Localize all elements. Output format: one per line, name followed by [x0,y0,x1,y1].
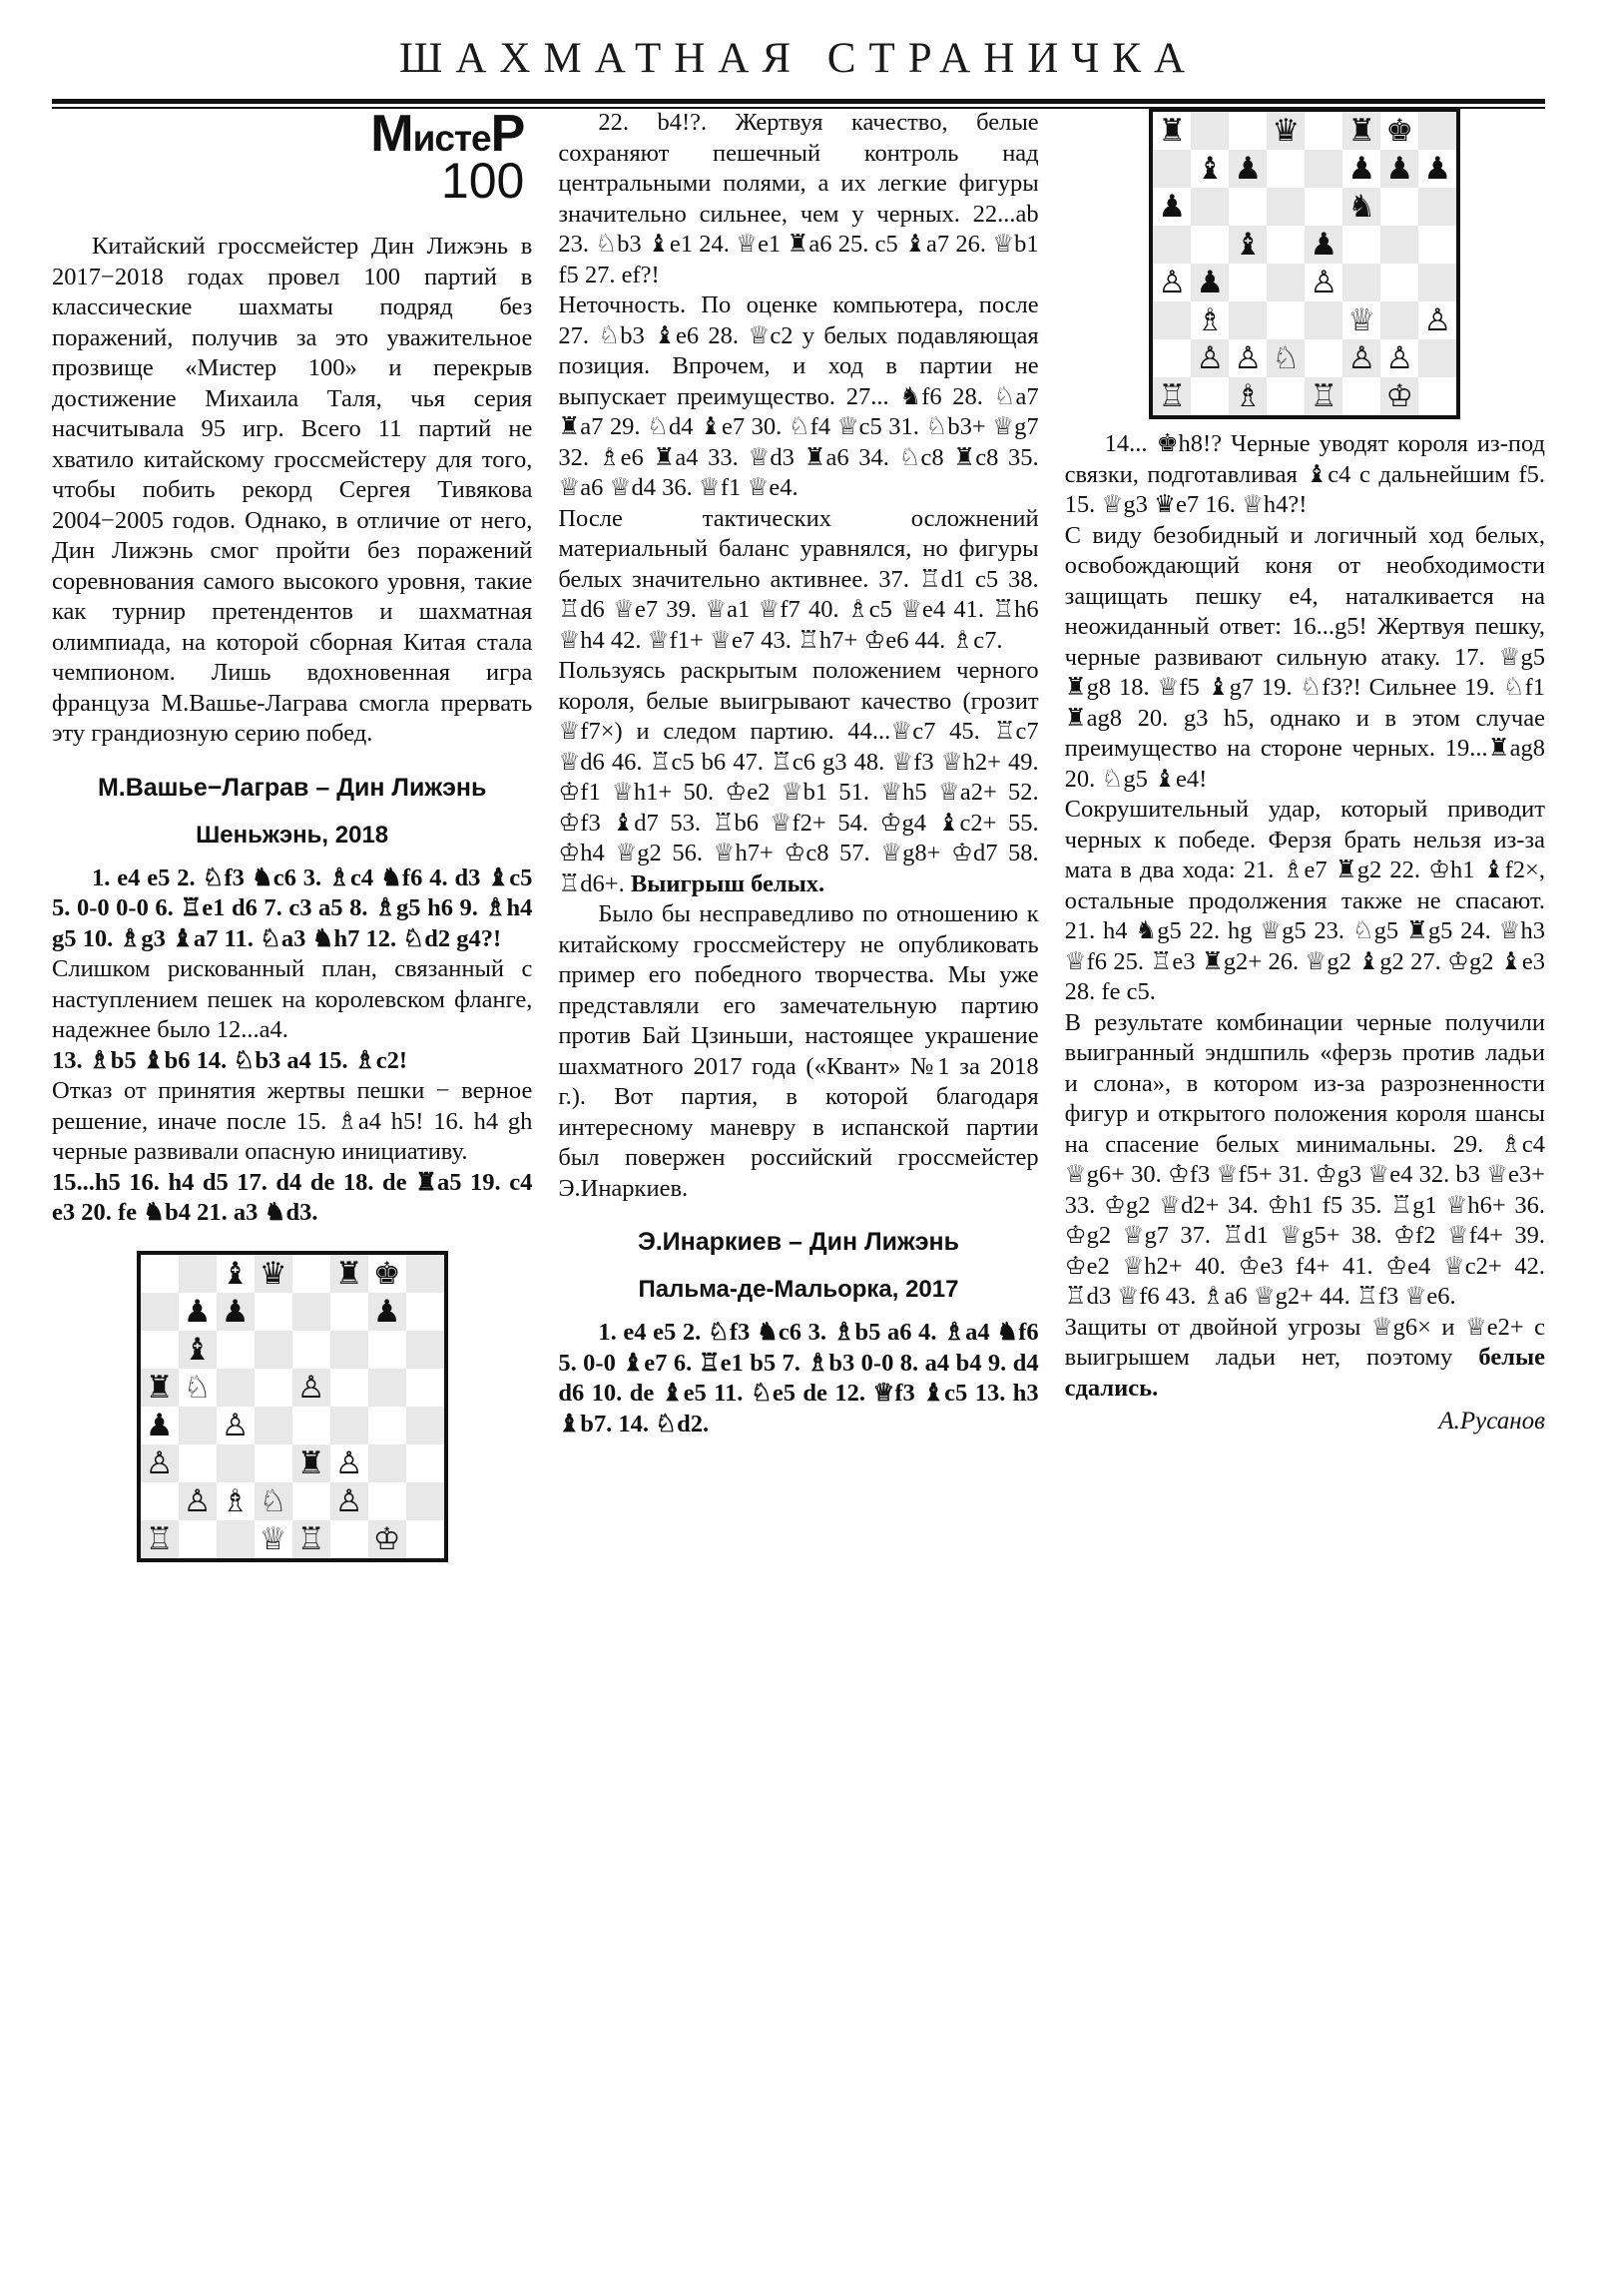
board-square [217,1253,255,1293]
board-square [139,1520,179,1560]
board-square [217,1444,255,1482]
board-square [217,1369,255,1407]
board-square [1305,188,1342,226]
col3-para-3: Сокрушительный удар, который приводит черных к победе. Ферзя брать нельзя из-за мата в два хода: 21. ♗e7 ♜g2 22. ♔h1 ♝f2×, остальные продолжения также не спасают. 21. h4 ♞g5 22. hg ♕g5 23. ♘g5 ♜g5 24. ♕h3 ♕f6 25. ♖e3 ♜g2+ 26. ♕g2 ♝g2 27. ♔g2 ♝e3 28. fe c5. [1064,796,1545,1005]
board-square [139,1253,179,1293]
board-square [1342,226,1380,264]
chess-piece-p: ♟ [1310,227,1338,263]
chess-piece-R: ♖ [296,1520,325,1557]
board-square [406,1253,446,1293]
board-square [255,1253,292,1293]
board-square [368,1520,406,1560]
chess-piece-b: ♝ [1196,151,1225,187]
board-square [139,1407,179,1444]
chess-piece-P: ♙ [1423,302,1452,338]
board-square [1305,339,1342,377]
article-title-sub: 100 [440,153,525,209]
board-square [139,1369,179,1407]
board-square [368,1293,406,1331]
board-square [1267,188,1305,226]
chess-piece-q: ♛ [259,1255,287,1292]
board-square [139,1444,179,1482]
board-square [217,1482,255,1520]
chess-piece-N: ♘ [183,1369,212,1406]
board-square [1229,377,1267,417]
col2-result: Выигрыш белых. [630,869,825,897]
board-square [1229,264,1267,301]
col2-para-2: Неточность. По оценке компьютера, после 27. ♘b3 ♝e6 28. ♕c2 у белых подавляющая позиция. Впрочем, и ход в партии не выпускает преимущество. 27... ♞f6 28. ♘a7 ♜a7 29. ♘d4 ♝e7 30. ♘f4 ♕c5 31. ♘b3+ ♕g7 32. ♗e6 ♜a4 33. ♕d3 ♜a6 34. ♘c8 ♜c8 35. ♕a6 ♕d4 36. ♕f1 ♕e4. [558,291,1039,501]
board-square [179,1369,217,1407]
author-byline: А.Русанов [1438,1408,1545,1435]
board-square [406,1293,446,1331]
chess-piece-P: ♙ [221,1407,250,1443]
game2-players: Э.Инаркиев – Дин Лижэнь [637,1228,960,1256]
board-square [1305,377,1342,417]
chess-piece-b: ♝ [1234,227,1263,263]
board-square [1229,150,1267,188]
board-square [1342,377,1380,417]
board-rank [1151,339,1458,377]
board-square [1342,110,1380,150]
board-square [1342,339,1380,377]
board-square [1418,188,1458,226]
board-square [1418,377,1458,417]
article-title [52,105,532,209]
chess-piece-P: ♙ [183,1482,212,1519]
board-square [292,1407,330,1444]
board-square [1191,188,1229,226]
game1-comment-1: Слишком рискованный план, связанный с наступлением пешек на королевском фланге, надежнее было 12...a4. [52,955,533,1043]
board-square [292,1293,330,1331]
board-square [292,1444,330,1482]
board-rank [1151,226,1458,264]
board-square [330,1444,368,1482]
col2-para-4: Пользуясь раскрытым положением черного короля, белые выигрывают качество (грозит ♕f7×) и следом партию. 44...♕c7 45. ♖c7 ♕d6 46. ♖c5 b6 47. ♖c6 g3 48. ♕f3 ♕h2+ 49. ♔f1 ♕h1+ 50. ♔e2 ♕b1 51. ♕h5 ♕a2+ 52. ♔f3 ♝d7 53. ♖b6 ♕f2+ 54. ♔g4 ♝c2+ 55. ♔h4 ♕g2 56. ♕h7+ ♔c8 57. ♕g8+ ♔d7 58. ♖d6+. Выигрыш белых. [558,657,1039,897]
board-rank [139,1293,446,1331]
board-square [1267,301,1305,339]
board-rank [139,1331,446,1369]
board-square [1380,339,1418,377]
board-square [406,1520,446,1560]
board-square [292,1331,330,1369]
board-square [179,1293,217,1331]
board-rank [1151,301,1458,339]
board-square [330,1520,368,1560]
chess-piece-r: ♜ [1347,113,1376,149]
board-rank [139,1369,446,1407]
board-square [1380,377,1418,417]
board-square [1380,150,1418,188]
board-square [1191,110,1229,150]
board-rank [139,1482,446,1520]
article-intro: Китайский гроссмейстер Дин Лижэнь в 2017−2018 годах провел 100 партий в классические шахматы подряд без поражений, получив за это уважительное прозвище «Мистер 100» и перекрыв достижение Михаила Таля, чья серия насчитывала 95 игр. Всего 11 партий не хватило китайскому гроссмейстеру для того, чтобы побить рекорд Сергея Тивякова 2004−2005 годов. Однако, в отличие от него, Дин Лижэнь смог пройти без поражений соревнования самого высокого уровня, такие как турнир претендентов и шахматная олимпиада, на которой сборная Китая стала чемпионом. Лишь вдохновенная игра француза М.Вашье-Лаграва смогла прервать эту грандиозную серию побед. [52,233,533,747]
chess-piece-P: ♙ [334,1444,363,1481]
chess-diagram-top-right [1149,108,1460,419]
chess-piece-B: ♗ [1234,378,1263,414]
board-square [217,1407,255,1444]
board-square [255,1331,292,1369]
board-square [330,1369,368,1407]
board-square [406,1444,446,1482]
chess-piece-b: ♝ [183,1331,212,1368]
col3-para-4: В результате комбинации черные получили выигранный эндшпиль «ферзь против ладьи и слона», в котором из-за разрозненности фигур и открытого положения короля шансы на спасение белых минимальны. 29. ♗c4 ♕g6+ 30. ♔f3 ♕f5+ 31. ♔g3 ♕e4 32. b3 ♕e3+ 33. ♔g2 ♕d2+ 34. ♔h1 f5 35. ♖g1 ♕h6+ 36. ♔g2 ♕g7 37. ♖d1 ♕g5+ 38. ♔f2 ♕f4+ 39. ♔e2 ♕h2+ 40. ♔e3 f4+ 41. ♔e4 ♕c2+ 42. ♖d3 ♕f6 43. ♗a6 ♕g2+ 44. ♖f3 ♕e6. [1064,1008,1545,1310]
chess-piece-r: ♜ [334,1255,363,1292]
board-square [1380,301,1418,339]
board-rank [1151,188,1458,226]
board-square [1418,150,1458,188]
game1-moves-1: 1. e4 e5 2. ♘f3 ♞c6 3. ♗c4 ♞f6 4. d3 ♝c5 5. 0-0 0-0 6. ♖e1 d6 7. c3 a5 8. ♗g5 h6 9. ♗h4 g5 10. ♗g3 ♝a7 11. ♘a3 ♞h7 12. ♘d2 g4?! [52,863,533,952]
chess-piece-n: ♞ [1347,189,1376,225]
board-square [255,1444,292,1482]
board-square [139,1293,179,1331]
board-square [1267,226,1305,264]
board-square [1342,150,1380,188]
board-square [1305,301,1342,339]
board-square [368,1444,406,1482]
chess-piece-p: ♟ [1196,265,1225,300]
board-square [217,1293,255,1331]
board-square [406,1482,446,1520]
game1-moves-2: 13. ♗b5 ♝b6 14. ♘b3 a4 15. ♗c2! [52,1046,408,1074]
chess-piece-k: ♚ [372,1255,401,1292]
board-square [1342,301,1380,339]
board-square [1191,226,1229,264]
board-square [1229,339,1267,377]
chess-piece-N: ♘ [259,1482,287,1519]
chess-piece-r: ♜ [1158,113,1187,149]
board-square [1229,188,1267,226]
board-square [1267,150,1305,188]
board-square [292,1482,330,1520]
board-square [406,1369,446,1407]
chess-piece-K: ♔ [372,1520,401,1557]
board-square [1380,264,1418,301]
chess-piece-P: ♙ [1310,265,1338,300]
chess-piece-R: ♖ [1310,378,1338,414]
board-square [1151,377,1191,417]
board-rank [1151,110,1458,150]
chess-board-1 [1149,108,1460,419]
board-square [1151,264,1191,301]
board-rank [1151,264,1458,301]
three-column-layout [52,105,1545,2266]
game1-moves-3: 15...h5 16. h4 d5 17. d4 de 18. de ♜a5 19. c4 e3 20. fe ♞b4 21. a3 ♞d3. [52,1168,533,1226]
board-rank [139,1407,446,1444]
board-square [1191,377,1229,417]
chess-piece-B: ♗ [221,1482,250,1519]
board-square [1380,188,1418,226]
board-square [1267,377,1305,417]
chess-piece-P: ♙ [1347,340,1376,376]
col3-para-2: С виду безобидный и логичный ход белых, освобождающий коня от необходимости защищать пешку e4, наталкивается на неожиданный ответ: 16...g5! Жертвуя пешку, черные развивают сильную атаку. 17. ♕g5 ♜g8 18. ♕f5 ♝g7 19. ♘f3?! Сильнее 19. ♘f1 ♜ag8 20. g3 h5, однако и в этом случае преимущество на стороне черных. 19...♜ag8 20. ♘g5 ♝e4! [1064,521,1545,793]
chess-piece-P: ♙ [296,1369,325,1406]
chess-piece-p: ♟ [1347,151,1376,187]
page-masthead: ШАХМАТНАЯ СТРАНИЧКА [399,35,1198,82]
chess-piece-P: ♙ [1196,340,1225,376]
board-square [1191,150,1229,188]
board-square [1305,264,1342,301]
chess-piece-B: ♗ [1196,302,1225,338]
chess-piece-R: ♖ [1158,378,1187,414]
board-square [1418,339,1458,377]
board-rank [1151,377,1458,417]
chess-piece-r: ♜ [296,1444,325,1481]
board-square [255,1407,292,1444]
board-square [330,1331,368,1369]
board-square [292,1253,330,1293]
board-square [1267,110,1305,150]
board-square [179,1482,217,1520]
chess-piece-Q: ♕ [259,1520,287,1557]
board-square [179,1520,217,1560]
board-square [1151,339,1191,377]
chess-piece-p: ♟ [372,1293,401,1330]
chess-piece-P: ♙ [1385,340,1414,376]
board-square [368,1482,406,1520]
board-square [368,1407,406,1444]
board-square [406,1331,446,1369]
board-square [1305,150,1342,188]
chess-piece-b: ♝ [221,1255,250,1292]
board-square [1305,110,1342,150]
col2-para-1: 22. b4!?. Жертвуя качество, белые сохраняют пешечный контроль над центральными полями, а их легкие фигуры значительно сильнее, чем у черных. 22...ab 23. ♘b3 ♝e1 24. ♕e1 ♜a6 25. c5 ♝a7 26. ♕b1 f5 27. ef?! [558,109,1039,288]
chess-piece-R: ♖ [145,1520,174,1557]
board-square [179,1253,217,1293]
board-square [1229,226,1267,264]
board-square [1342,188,1380,226]
chess-diagram-bottom-left [137,1251,448,1562]
board-square [368,1369,406,1407]
board-square [139,1482,179,1520]
board-square [368,1253,406,1293]
game1-comment-2: Отказ от принятия жертвы пешки − верное решение, иначе после 15. ♗a4 h5! 16. h4 gh черные развивали опасную инициативу. [52,1077,533,1165]
chess-piece-p: ♟ [1385,151,1414,187]
board-square [1229,301,1267,339]
chess-piece-P: ♙ [1158,265,1187,300]
board-rank [139,1253,446,1293]
board-square [406,1407,446,1444]
board-square [179,1331,217,1369]
board-square [179,1444,217,1482]
chess-piece-Q: ♕ [1347,302,1376,338]
game2-moves-1: 1. e4 e5 2. ♘f3 ♞c6 3. ♗b5 a6 4. ♗a4 ♞f6 5. 0-0 ♝e7 6. ♖e1 b5 7. ♗b3 0-0 8. a4 b4 9. d4 d6 10. de ♝e5 11. ♘e5 de 12. ♕f3 ♝c5 13. h3 ♝b7. 14. ♘d2. [558,1319,1039,1437]
chess-piece-P: ♙ [334,1482,363,1519]
chess-piece-k: ♚ [1385,113,1414,149]
board-rank [139,1444,446,1482]
board-square [1267,264,1305,301]
board-square [1418,264,1458,301]
board-square [292,1520,330,1560]
board-square [139,1331,179,1369]
board-square [1229,110,1267,150]
column-two [558,108,1038,2266]
board-square [217,1331,255,1369]
chess-piece-K: ♔ [1385,378,1414,414]
board-square [368,1331,406,1369]
board-square [1418,226,1458,264]
article-title-main: МистеР [370,105,525,163]
game2-event: Пальма-де-Мальорка, 2017 [638,1276,959,1303]
board-square [217,1520,255,1560]
board-square [1418,301,1458,339]
board-rank [1151,150,1458,188]
board-square [1191,301,1229,339]
chess-piece-r: ♜ [145,1369,174,1406]
chess-piece-P: ♙ [145,1444,174,1481]
chess-piece-q: ♛ [1272,113,1301,149]
board-square [1151,301,1191,339]
board-square [255,1520,292,1560]
board-square [1418,110,1458,150]
board-square [255,1293,292,1331]
board-square [1151,188,1191,226]
board-square [1267,339,1305,377]
column-one [52,105,533,2266]
board-square [1151,110,1191,150]
col3-result: белые сдались. [1064,1344,1545,1402]
board-square [292,1369,330,1407]
board-square [1305,226,1342,264]
board-square [1151,150,1191,188]
board-square [330,1407,368,1444]
col2-para-3: После тактических осложнений материальный баланс уравнялся, но фигуры белых значительно активнее. 37. ♖d1 c5 38. ♖d6 ♕e7 39. ♕a1 ♕f7 40. ♗c5 ♕e4 41. ♖h6 ♕h4 42. ♕f1+ ♕e7 43. ♖h7+ ♔e6 44. ♗c7. [558,504,1039,654]
chess-piece-p: ♟ [1234,151,1263,187]
game1-players: М.Вашье−Лаграв – Дин Лижэнь [97,773,487,802]
chess-piece-p: ♟ [145,1407,174,1443]
board-square [330,1482,368,1520]
chess-piece-p: ♟ [1158,189,1187,225]
game1-event: Шеньжэнь, 2018 [196,821,389,849]
board-square [330,1293,368,1331]
board-rank [139,1520,446,1560]
board-square [1151,226,1191,264]
col3-para-5: Защиты от двойной угрозы ♕g6× и ♕e2+ с выигрышем ладьи нет, поэтому белые сдались. [1064,1313,1545,1402]
board-square [330,1253,368,1293]
chess-board-2 [137,1251,448,1562]
col2-para-6: Было бы несправедливо по отношению к китайскому гроссмейстеру не опубликовать пример его победного творчества. Мы уже представляли его замечательную партию против Бай Цзиньши, настоящее украшение шахматного 2017 года («Квант» №1 за 2018 г.). Вот партия, в которой благодаря интересному маневру в испанской партии был повержен российский гроссмейстер Э.Инаркиев. [558,900,1039,1202]
chess-piece-N: ♘ [1272,340,1301,376]
board-square [1191,339,1229,377]
board-square [1380,110,1418,150]
chess-piece-p: ♟ [221,1293,250,1330]
board-square [179,1407,217,1444]
column-three [1065,108,1545,2266]
chess-piece-P: ♙ [1234,340,1263,376]
chess-piece-p: ♟ [183,1293,212,1330]
board-square [1342,264,1380,301]
board-square [255,1369,292,1407]
chess-piece-p: ♟ [1423,151,1452,187]
board-square [255,1482,292,1520]
board-square [1191,264,1229,301]
board-square [1380,226,1418,264]
col3-para-1: 14... ♚h8!? Черные уводят короля из-под связки, подготавливая ♝c4 с дальнейшим f5. 15. ♕g3 ♛e7 16. ♕h4?! [1064,430,1545,518]
